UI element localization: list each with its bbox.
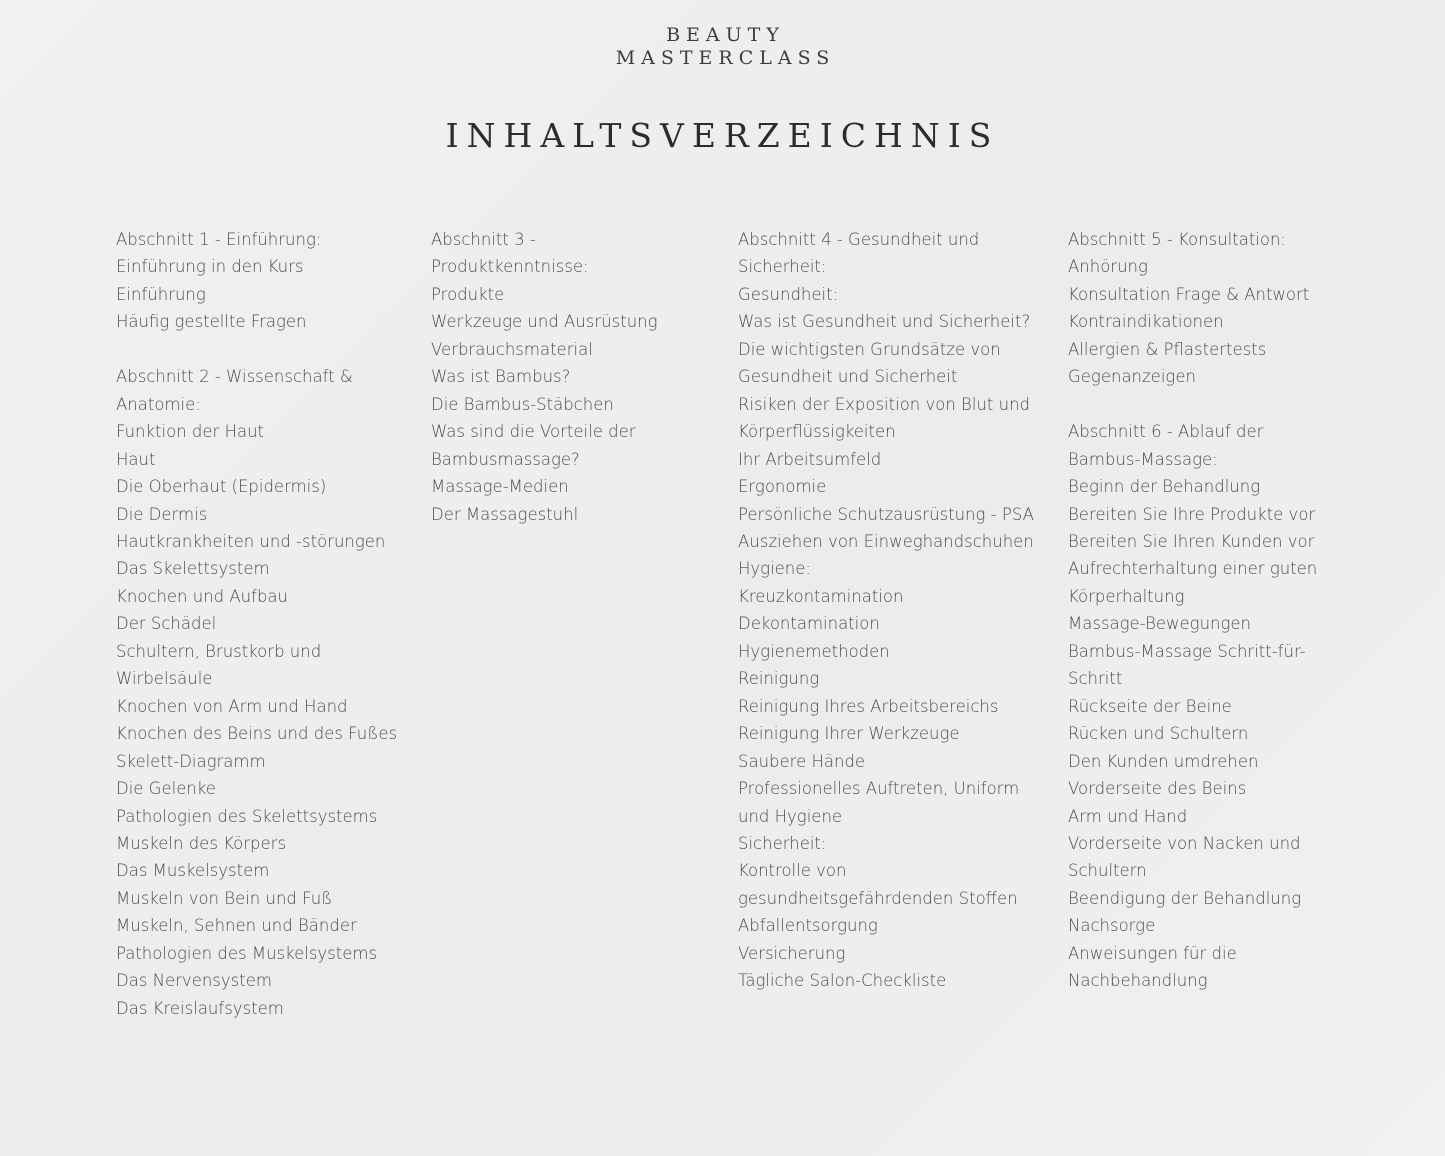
toc-entry: Risiken der Exposition von Blut und Körperflüssigkeiten xyxy=(738,394,1031,442)
toc-entry: Hygiene: xyxy=(738,559,811,579)
brand-line-beauty: BEAUTY xyxy=(666,24,785,46)
toc-entry: Schultern, Brustkorb und Wirbelsäule xyxy=(116,641,322,689)
toc-entry: Nachsorge xyxy=(1068,916,1156,936)
toc-entry: Gesundheit: xyxy=(738,284,839,304)
toc-column-3 xyxy=(738,226,1043,995)
toc-entry: Gegenanzeigen xyxy=(1068,367,1196,387)
toc-entry: Funktion der Haut xyxy=(116,422,265,442)
toc-entry: Muskeln von Bein und Fuß xyxy=(116,888,333,908)
toc-entry: Haut xyxy=(116,449,156,469)
toc-entry: Bereiten Sie Ihre Produkte vor xyxy=(1068,504,1316,524)
toc-column-2 xyxy=(431,226,691,528)
toc-column-1 xyxy=(116,226,416,1022)
toc-entry: Allergien & Pflastertests xyxy=(1068,339,1267,359)
toc-entry: Anweisungen für die Nachbehandlung xyxy=(1068,943,1237,991)
toc-entry: Werkzeuge und Ausrüstung xyxy=(431,312,658,332)
toc-entry: Hautkrankheiten und -störungen xyxy=(116,531,386,551)
toc-entry: Die Oberhaut (Epidermis) xyxy=(116,477,327,497)
toc-entry: Professionelles Auftreten, Uniform und Hygiene xyxy=(738,779,1020,826)
section-heading: Abschnitt 1 - Einführung: xyxy=(116,230,322,249)
toc-entry: Tägliche Salon-Checkliste xyxy=(738,971,947,991)
toc-entry: Versicherung xyxy=(738,943,846,963)
toc-entry: Das Nervensystem xyxy=(116,971,272,991)
toc-entry: Rückseite der Beine xyxy=(1068,696,1232,716)
section-heading: Abschnitt 2 - Wissenschaft & Anatomie: xyxy=(116,367,353,414)
toc-entry: Verbrauchsmaterial xyxy=(431,339,593,359)
toc-entry: Vorderseite des Beins xyxy=(1068,779,1247,799)
toc-entry: Reinigung xyxy=(738,669,820,689)
toc-entry: Kontraindikationen xyxy=(1068,312,1224,332)
toc-entry: Bambus-Massage Schritt-für-Schritt xyxy=(1068,641,1306,689)
brand-line-masterclass: MASTERCLASS xyxy=(615,47,836,69)
toc-entry: Was sind die Vorteile der Bambusmassage? xyxy=(431,422,636,469)
toc-entry: Was ist Gesundheit und Sicherheit? xyxy=(738,312,1031,332)
toc-entry: Produkte xyxy=(431,284,505,304)
toc-entry: Dekontamination xyxy=(738,614,880,634)
toc-entry: Kontrolle von gesundheitsgefährdenden Stoffen xyxy=(738,861,1018,908)
toc-entry: Häufig gestellte Fragen xyxy=(116,312,307,332)
toc-entry: Massage-Bewegungen xyxy=(1068,614,1251,634)
toc-entry: Persönliche Schutzausrüstung - PSA xyxy=(738,504,1034,524)
section-heading: Abschnitt 3 - Produktkenntnisse: xyxy=(431,230,589,277)
toc-entry: Die Dermis xyxy=(116,504,208,524)
section-spacer xyxy=(116,336,416,363)
toc-entry: Muskeln des Körpers xyxy=(116,833,287,853)
section-spacer xyxy=(1068,391,1333,418)
toc-entry: Das Kreislaufsystem xyxy=(116,998,284,1018)
toc-entry: Die Gelenke xyxy=(116,779,216,799)
toc-entry: Knochen von Arm und Hand xyxy=(116,696,348,716)
toc-entry: Pathologien des Muskelsystems xyxy=(116,943,378,963)
toc-entry: Beendigung der Behandlung xyxy=(1068,888,1302,908)
toc-entry: Einführung in den Kurs xyxy=(116,257,304,277)
toc-entry: Skelett-Diagramm xyxy=(116,751,266,771)
toc-entry: Muskeln, Sehnen und Bänder xyxy=(116,916,357,936)
toc-entry: Das Muskelsystem xyxy=(116,861,270,881)
toc-entry: Abfallentsorgung xyxy=(738,916,878,936)
toc-entry: Ausziehen von Einweghandschuhen xyxy=(738,531,1034,551)
toc-entry: Sicherheit: xyxy=(738,833,827,853)
toc-entry: Reinigung Ihres Arbeitsbereichs xyxy=(738,696,999,716)
toc-entry: Die Bambus-Stäbchen xyxy=(431,394,614,414)
toc-entry: Rücken und Schultern xyxy=(1068,724,1249,744)
section-heading: Abschnitt 5 - Konsultation: xyxy=(1068,230,1286,249)
toc-entry: Konsultation Frage & Antwort xyxy=(1068,284,1310,304)
toc-entry: Was ist Bambus? xyxy=(431,367,571,387)
toc-entry: Knochen und Aufbau xyxy=(116,586,288,606)
toc-entry: Den Kunden umdrehen xyxy=(1068,751,1259,771)
section-heading: Abschnitt 6 - Ablauf der Bambus-Massage: xyxy=(1068,422,1264,469)
brand-logo xyxy=(0,24,1445,70)
toc-entry: Pathologien des Skelettsystems xyxy=(116,806,378,826)
toc-entry: Massage-Medien xyxy=(431,477,569,497)
toc-entry: Das Skelettsystem xyxy=(116,559,270,579)
toc-entry: Ihr Arbeitsumfeld xyxy=(738,449,882,469)
toc-entry: Vorderseite von Nacken und Schultern xyxy=(1068,833,1301,881)
toc-entry: Saubere Hände xyxy=(738,751,866,771)
section-heading: Abschnitt 4 - Gesundheit und Sicherheit: xyxy=(738,230,980,277)
toc-entry: Bereiten Sie Ihren Kunden vor xyxy=(1068,531,1315,551)
toc-entry: Arm und Hand xyxy=(1068,806,1188,826)
toc-entry: Ergonomie xyxy=(738,477,827,497)
page-title: INHALTSVERZEICHNIS xyxy=(445,116,1000,155)
toc-entry: Aufrechterhaltung einer guten Körperhaltung xyxy=(1068,559,1318,606)
toc-entry: Der Schädel xyxy=(116,614,217,634)
toc-entry: Anhörung xyxy=(1068,257,1148,277)
toc-entry: Einführung xyxy=(116,284,206,304)
toc-entry: Knochen des Beins und des Fußes xyxy=(116,724,398,744)
toc-entry: Reinigung Ihrer Werkzeuge xyxy=(738,724,960,744)
toc-entry: Kreuzkontamination xyxy=(738,586,904,606)
toc-column-4 xyxy=(1068,226,1333,995)
toc-entry: Hygienemethoden xyxy=(738,641,890,661)
toc-entry: Der Massagestuhl xyxy=(431,504,579,524)
toc-entry: Beginn der Behandlung xyxy=(1068,477,1261,497)
toc-entry: Die wichtigsten Grundsätze von Gesundheit und Sicherheit xyxy=(738,339,1001,387)
